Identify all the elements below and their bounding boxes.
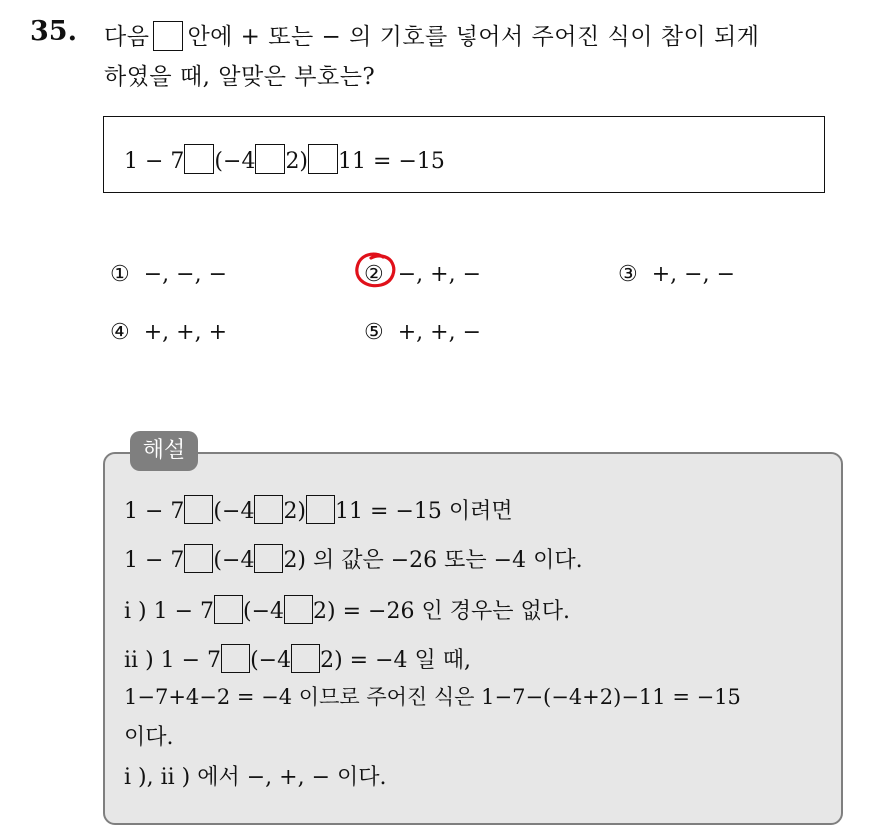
choice-text: +, +, + [143,320,228,345]
solution-line-2 [124,543,583,574]
solution-line-4 [124,643,471,674]
question-line-2: 하였을 때, 알맞은 부호는? [104,64,376,90]
equation-part-1: 1 − 7 [124,149,185,174]
blank-box-icon [255,144,285,174]
question-line-1 [104,18,759,53]
choice-text: +, +, − [397,320,482,345]
choice-number: ③ [618,262,638,287]
blank-box-icon [254,544,283,573]
solution-line-5: 1−7+4−2 = −4 이므로 주어진 식은 1−7−(−4+2)−11 = −15 [124,685,741,709]
equation-part-4: 11 = −15 [338,149,445,174]
solution-text: (−4 [250,648,292,673]
question-text-post: 안에 + 또는 − 의 기호를 넣어서 주어진 식이 참이 되게 [187,24,760,50]
solution-text: 2) = −4 일 때, [320,648,471,673]
solution-text: 1 − 7 [124,548,185,573]
blank-box-icon [214,595,243,624]
blank-box-icon [153,21,183,51]
solution-text: 2) = −26 인 경우는 없다. [313,599,570,624]
choice-1[interactable] [110,262,227,287]
choice-number: ④ [110,320,130,345]
blank-box-icon [184,544,213,573]
solution-text: 2) 의 값은 −26 또는 −4 이다. [283,548,583,573]
choice-3[interactable] [618,262,735,287]
equation-part-3: 2) [285,149,309,174]
choice-text: −, −, − [143,262,228,287]
solution-text: 2) [283,499,307,524]
solution-tag: 해설 [130,431,198,471]
question-number: 35. [30,16,77,47]
blank-box-icon [254,495,283,524]
solution-line-3 [124,594,570,625]
blank-box-icon [284,595,313,624]
solution-text: i ) 1 − 7 [124,599,215,624]
solution-text: ii ) 1 − 7 [124,648,222,673]
equation-part-2: (−4 [214,149,256,174]
choice-number: ① [110,262,130,287]
answer-circle-mark-icon [353,250,399,290]
equation [124,144,445,174]
choice-4[interactable] [110,320,227,345]
choice-number: ② [364,262,384,287]
choice-5[interactable] [364,320,481,345]
solution-text: (−4 [243,599,285,624]
blank-box-icon [184,144,214,174]
choice-number: ⑤ [364,320,384,345]
question-text-pre: 다음 [104,24,150,50]
blank-box-icon [308,144,338,174]
solution-text: (−4 [213,499,255,524]
choice-text: +, −, − [651,262,736,287]
solution-text: 1 − 7 [124,499,185,524]
solution-line-1 [124,494,513,525]
blank-box-icon [306,495,335,524]
solution-text: 11 = −15 이려면 [335,499,513,524]
choice-text: −, +, − [397,262,482,287]
solution-line-7: i ), ii ) 에서 −, +, − 이다. [124,765,387,790]
solution-text: (−4 [213,548,255,573]
blank-box-icon [221,644,250,673]
blank-box-icon [184,495,213,524]
blank-box-icon [291,644,320,673]
solution-line-6: 이다. [124,725,174,750]
